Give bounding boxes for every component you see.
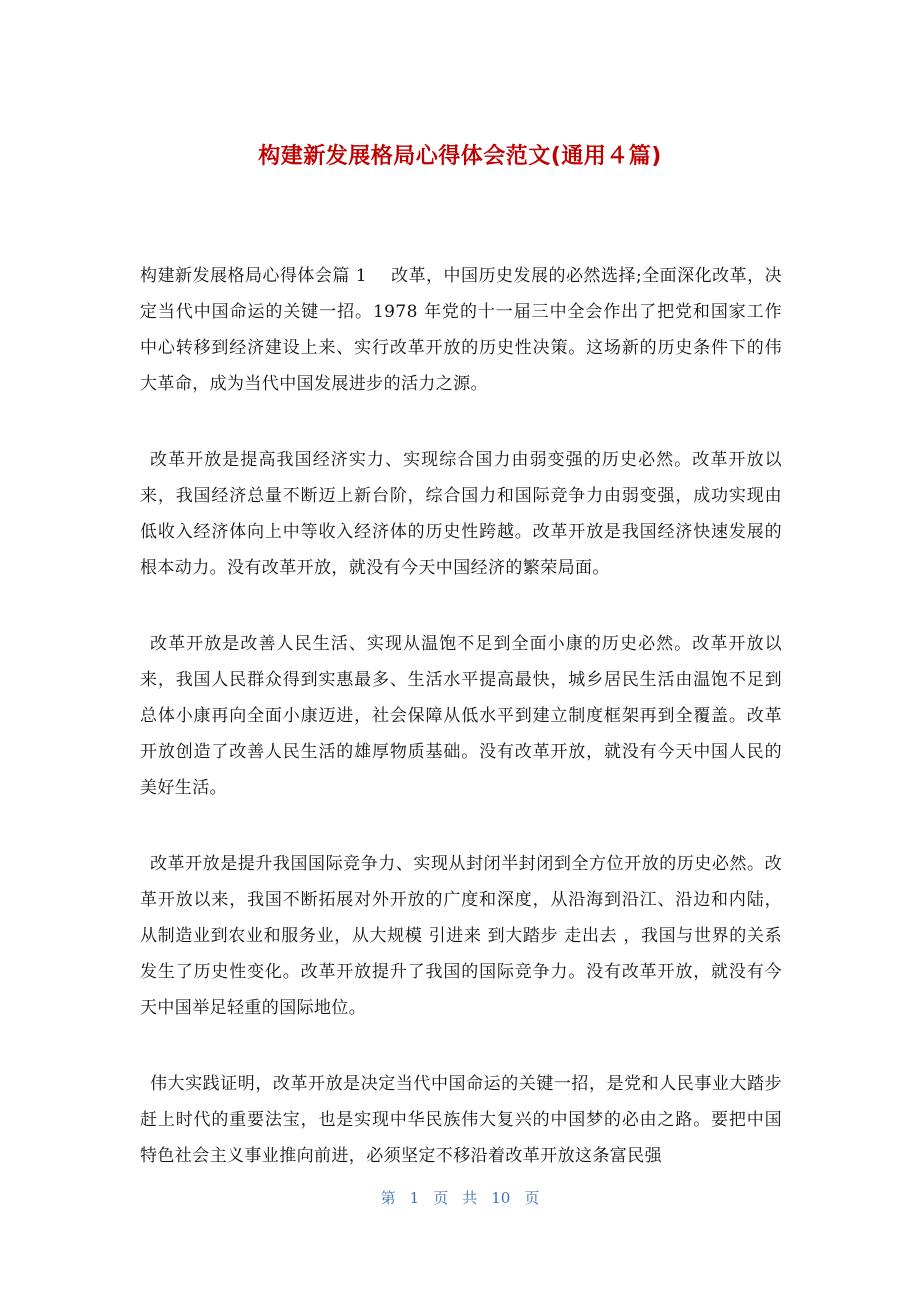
- paragraph-1: [140, 258, 782, 402]
- document-title: 构建新发展格局心得体会范文(通用４篇): [258, 144, 662, 169]
- section-heading: 构建新发展格局心得体会篇 1: [140, 266, 367, 286]
- paragraph-4: 改革开放是提升我国国际竞争力、实现从封闭半封闭到全方位开放的历史必然。改革开放以来，我国不断拓展对外开放的广度和深度，从沿海到沿江、沿边和内陆，从制造业到农业和服务业，从大规模 引进来 到大踏步 走出去 ，我国与世界的关系发生了历史性变化。改革开放提升了我国的国际竞争力。没有改革开放，就没有今天中国举足轻重的国际地位。: [140, 854, 782, 1018]
- footer-page-word: 第: [380, 1189, 396, 1207]
- footer-page-suffix: 页: [433, 1189, 449, 1207]
- footer-total-word: 共: [462, 1189, 478, 1207]
- paragraph-3: 改革开放是改善人民生活、实现从温饱不足到全面小康的历史必然。改革开放以来，我国人民群众得到实惠最多、生活水平提高最快，城乡居民生活由温饱不足到总体小康再向全面小康迈进，社会保障从低水平到建立制度框架再到全覆盖。改革开放创造了改善人民生活的雄厚物质基础。没有改革开放，就没有今天中国人民的美好生活。: [140, 634, 782, 798]
- paragraph-5: 伟大实践证明，改革开放是决定当代中国命运的关键一招，是党和人民事业大踏步赶上时代的重要法宝，也是实现中华民族伟大复兴的中国梦的必由之路。要把中国特色社会主义事业推向前进，必须坚定不移沿着改革开放这条富民强: [140, 1074, 782, 1166]
- footer-total-pages: 10: [491, 1189, 511, 1207]
- document-body: [140, 258, 782, 1214]
- paragraph-1-text: 改革，中国历史发展的必然选择;全面深化改革，决定当代中国命运的关键一招。1978 年党的十一届三中全会作出了把党和国家工作中心转移到经济建设上来、实行改革开放的历史性决策。这场新的历史条件下的伟大革命，成为当代中国发展进步的活力之源。: [140, 266, 782, 394]
- paragraph-2: 改革开放是提高我国经济实力、实现综合国力由弱变强的历史必然。改革开放以来，我国经济总量不断迈上新台阶，综合国力和国际竞争力由弱变强，成功实现由低收入经济体向上中等收入经济体的历史性跨越。改革开放是我国经济快速发展的根本动力。没有改革开放，就没有今天中国经济的繁荣局面。: [140, 450, 782, 578]
- page-footer: [0, 1184, 920, 1212]
- footer-total-suffix: 页: [524, 1189, 540, 1207]
- footer-page-number: 1: [409, 1189, 420, 1207]
